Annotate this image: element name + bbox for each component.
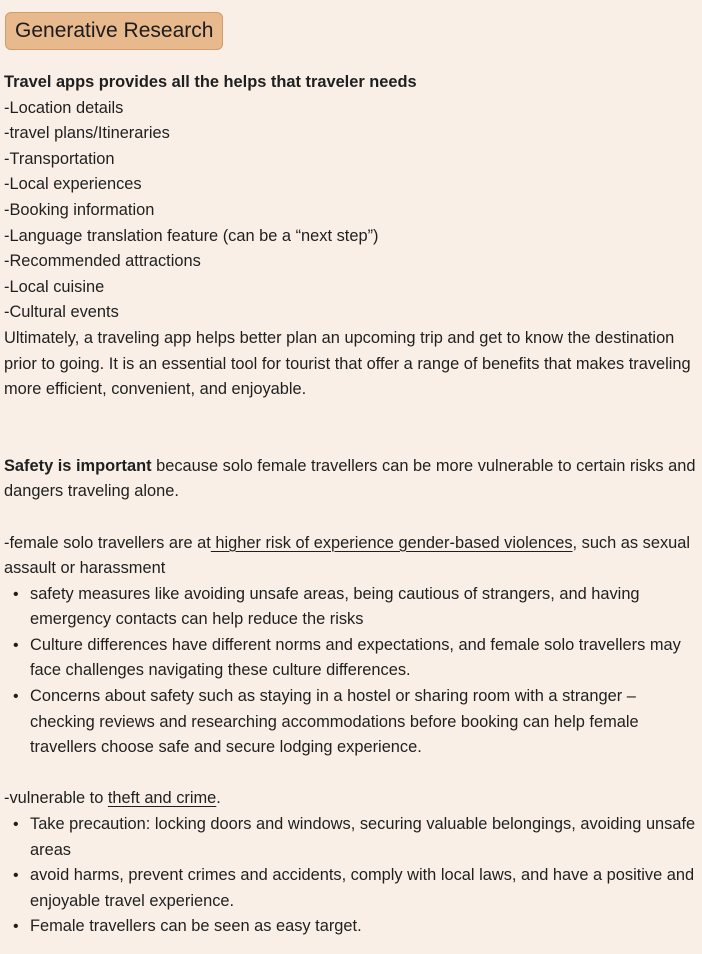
page-title: Generative Research [5,12,223,50]
section-safety [4,454,700,940]
feature-item: -travel plans/Itineraries [4,124,170,143]
feature-item: -Cultural events [4,303,119,322]
section-travel-apps [4,70,700,403]
gender-violence-link[interactable]: higher risk of experience gender-based violences [210,533,573,552]
feature-item: -Location details [4,98,124,117]
list-item: • Female travellers can be seen as easy target. [30,914,700,940]
safety-lead-bold: Safety is important [4,456,152,475]
feature-item: -Local cuisine [4,277,105,296]
risk-point-prefix: -vulnerable to [4,789,108,808]
list-item: • Concerns about safety such as staying in a hostel or sharing room with a stranger – checking reviews and researching accommodations before booking can help female travellers choose safe and secure lodging experience. [30,684,700,761]
list-item: • avoid harms, prevent crimes and accidents, comply with local laws, and have a positive and enjoyable travel experience. [30,863,700,914]
risk-point-theft [4,786,700,812]
risk-point-suffix: . [216,789,221,808]
list-item: • Take precaution: locking doors and windows, securing valuable belongings, avoiding unsafe areas [30,812,700,863]
feature-item: -Local experiences [4,175,142,194]
spacer [4,403,700,454]
feature-item: -Booking information [4,200,155,219]
risk-point-gender-violence [4,531,700,582]
risk-point-suffix: , such as sexual assault or harassment [4,533,691,578]
safety-lead-paragraph [4,454,700,505]
feature-item: -Recommended attractions [4,252,201,271]
theft-crime-link[interactable]: theft and crime [107,789,217,808]
bullet-list [4,582,700,761]
spacer [4,505,700,531]
risk-point-prefix: -female solo travellers are at [4,533,211,552]
feature-item: -Transportation [4,149,115,168]
safety-lead-text: because solo female travellers can be more vulnerable to certain risks and dangers traveling alone. [4,456,696,501]
list-item: • safety measures like avoiding unsafe areas, being cautious of strangers, and having emergency contacts can help reduce the risks [30,582,700,633]
section-heading: Travel apps provides all the helps that traveler needs [4,73,417,91]
list-item: • Culture differences have different norms and expectations, and female solo travellers may face challenges navigating these culture differences. [30,633,700,684]
document-page [4,12,700,940]
summary-paragraph: Ultimately, a traveling app helps better plan an upcoming trip and get to know the destination prior to going. It is an essential tool for tourist that offer a range of benefits that makes traveling more efficient, convenient, and enjoyable. [4,328,691,399]
bullet-list [4,812,700,940]
spacer [4,761,700,787]
feature-item: -Language translation feature (can be a “next step”) [4,226,379,245]
